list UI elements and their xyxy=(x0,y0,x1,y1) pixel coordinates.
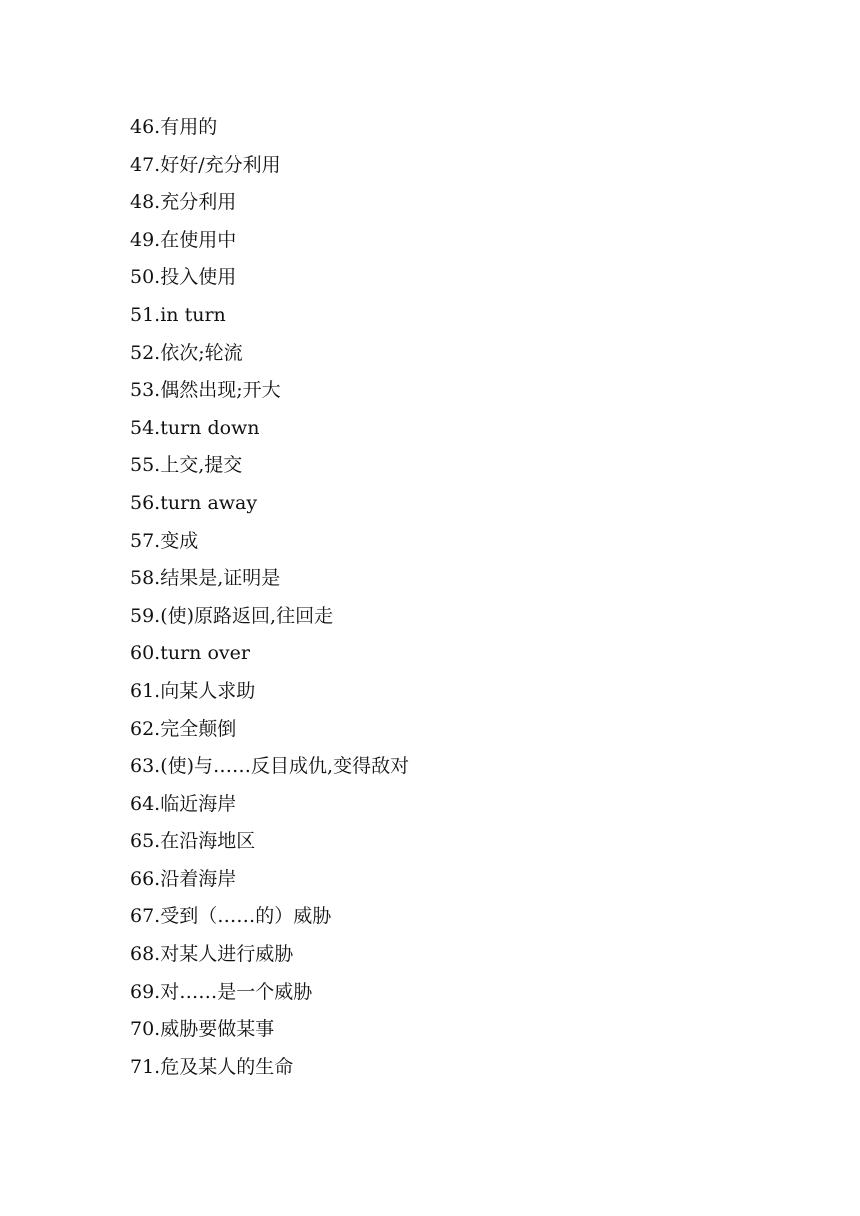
list-item: 57.变成 xyxy=(130,529,199,552)
list-item: 63.(使)与……反目成仇,变得敌对 xyxy=(130,755,410,778)
list-item: 48.充分利用 xyxy=(130,191,237,214)
list-item: 59.(使)原路返回,往回走 xyxy=(130,604,334,627)
list-item: 70.威胁要做某事 xyxy=(130,1018,275,1041)
list-item: 67.受到（……的）威胁 xyxy=(130,905,332,928)
list-item: 56.turn away xyxy=(130,491,258,514)
list-item: 71.危及某人的生命 xyxy=(130,1055,294,1078)
vocabulary-list xyxy=(130,112,409,1089)
list-item: 62.完全颠倒 xyxy=(130,717,237,740)
list-item: 49.在使用中 xyxy=(130,228,237,251)
list-item: 54.turn down xyxy=(130,416,260,439)
list-item: 66.沿着海岸 xyxy=(130,867,237,890)
list-item: 65.在沿海地区 xyxy=(130,830,256,853)
list-item: 50.投入使用 xyxy=(130,266,237,289)
list-item: 58.结果是,证明是 xyxy=(130,567,281,590)
list-item: 52.依次;轮流 xyxy=(130,341,243,364)
list-item: 61.向某人求助 xyxy=(130,679,256,702)
list-item: 55.上交,提交 xyxy=(130,454,243,477)
list-item: 47.好好/充分利用 xyxy=(130,153,281,176)
list-item: 69.对……是一个威胁 xyxy=(130,980,313,1003)
list-item: 53.偶然出现;开大 xyxy=(130,379,281,402)
list-item: 68.对某人进行威胁 xyxy=(130,943,294,966)
list-item: 64.临近海岸 xyxy=(130,792,237,815)
list-item: 46.有用的 xyxy=(130,116,218,138)
list-item: 51.in turn xyxy=(130,303,226,326)
list-item: 60.turn over xyxy=(130,642,250,665)
